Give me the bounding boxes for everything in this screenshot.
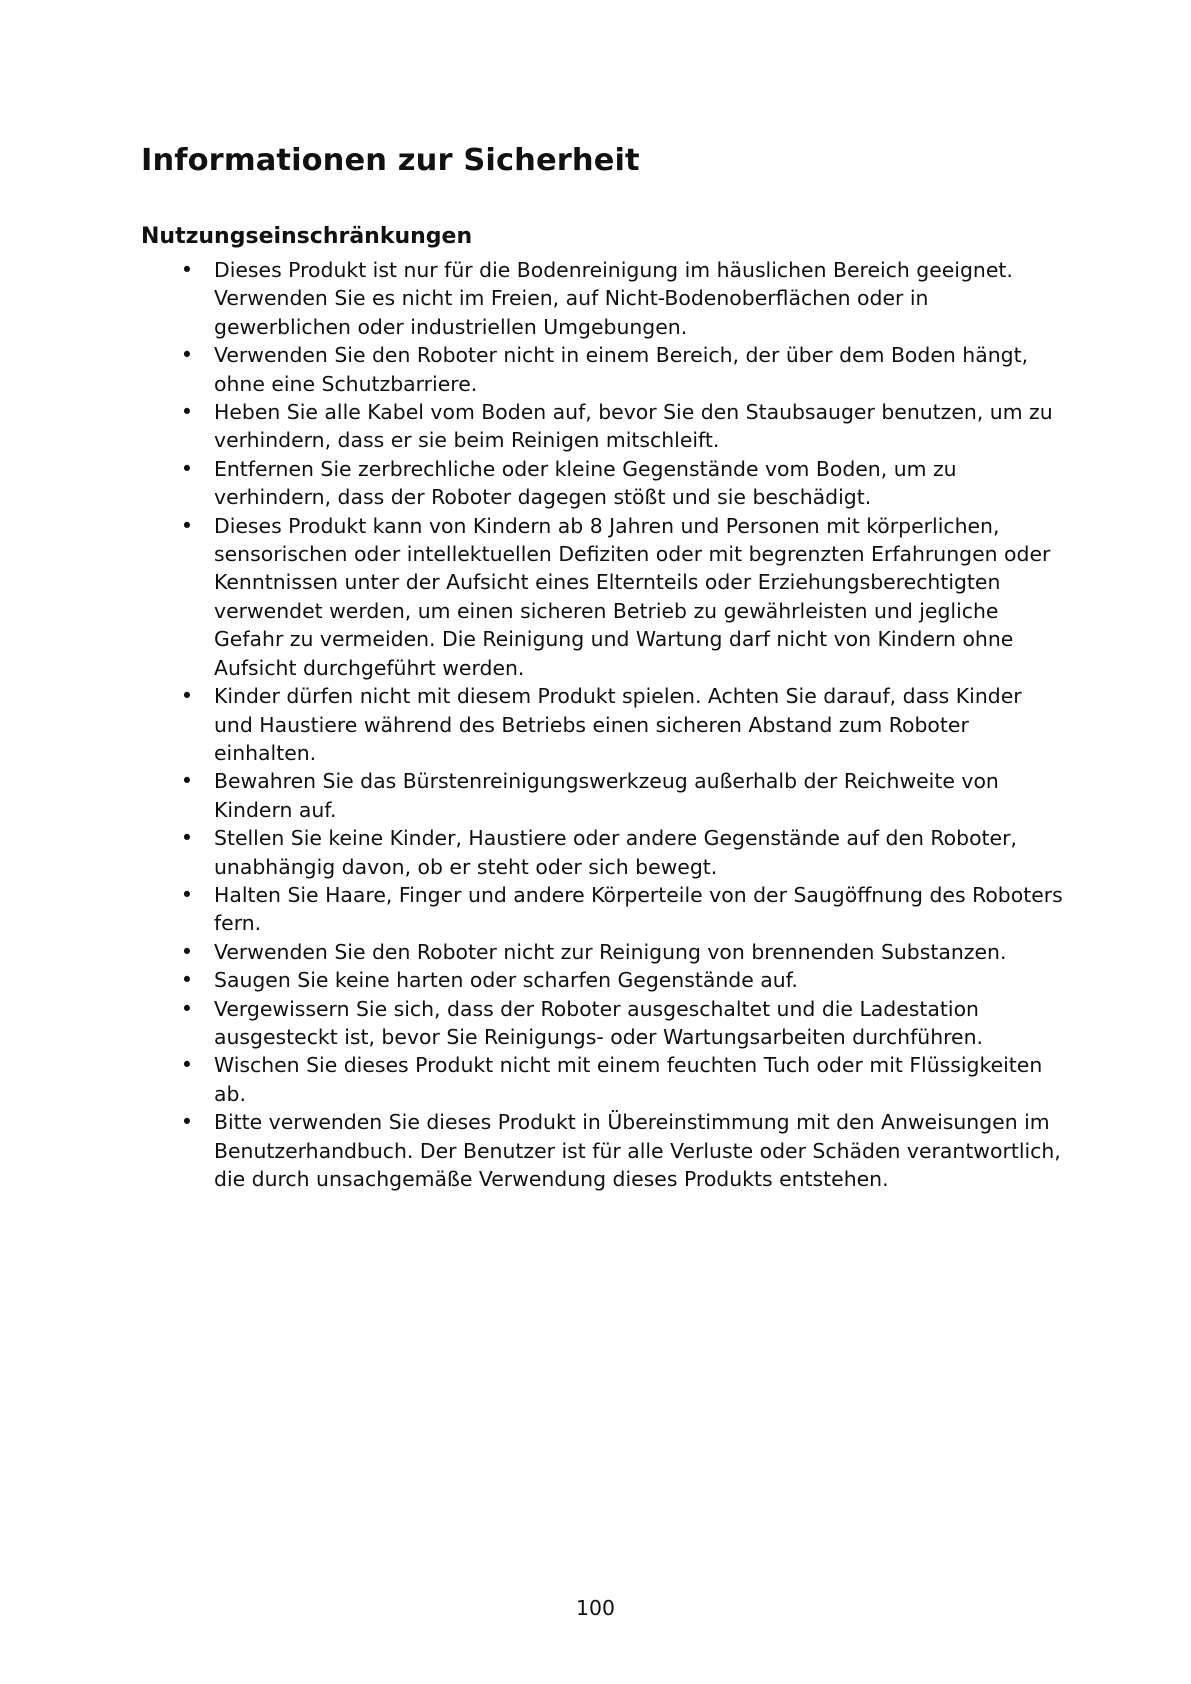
bullet-icon: • bbox=[180, 939, 194, 964]
bullet-icon: • bbox=[180, 258, 194, 282]
list-item bbox=[0, 1051, 1191, 1108]
list-item bbox=[0, 455, 1191, 512]
bullet-icon: • bbox=[180, 968, 194, 993]
list-item-text: Stellen Sie keine Kinder, Haustiere oder andere Gegenstände auf den Roboter, unabhängig davon, ob er steht oder sich bewegt. bbox=[214, 826, 1017, 879]
list-item bbox=[0, 398, 1191, 455]
list-item bbox=[0, 767, 1191, 824]
bullet-icon: • bbox=[180, 513, 194, 538]
safety-bullet-list bbox=[0, 256, 1191, 1193]
list-item-text: Saugen Sie keine harten oder scharfen Gegenstände auf. bbox=[214, 968, 798, 993]
list-item-text: Entfernen Sie zerbrechliche oder kleine Gegenstände vom Boden, um zu verhindern, dass der Roboter dagegen stößt und sie beschädigt. bbox=[214, 456, 957, 510]
list-item-text: Heben Sie alle Kabel vom Boden auf, bevor Sie den Staubsauger benutzen, um zu verhindern, dass er sie beim Reinigen mitschleift. bbox=[214, 400, 1053, 453]
list-item-text: Vergewissern Sie sich, dass der Roboter ausgeschaltet und die Ladestation ausgesteckt ist, bevor Sie Reinigungs- oder Wartungsarbeiten durchführen. bbox=[214, 996, 984, 1049]
list-item bbox=[0, 682, 1191, 767]
bullet-icon: • bbox=[180, 456, 194, 481]
bullet-icon: • bbox=[180, 343, 194, 368]
bullet-icon: • bbox=[180, 826, 194, 851]
bullet-icon: • bbox=[180, 1053, 194, 1078]
list-item bbox=[0, 256, 1191, 341]
list-item-text: Halten Sie Haare, Finger und andere Körperteile von der Saugöffnung des Roboters fern. bbox=[214, 882, 1063, 936]
list-item bbox=[0, 938, 1191, 966]
bullet-icon: • bbox=[180, 996, 194, 1021]
list-item-text: Dieses Produkt kann von Kindern ab 8 Jahren und Personen mit körperlichen, sensorischen oder intellektuellen Defiziten oder mit begrenzten Erfahrungen oder Kenntnissen unter der Aufsicht eines Elternteils oder Erziehungsberechtigten verwendet werden, um einen sicheren Betrieb zu gewährleisten und jegliche Gefahr zu vermeiden. Die Reinigung und Wartung darf nicht von Kindern ohne Aufsicht durchgeführt werden. bbox=[214, 513, 1051, 680]
list-item bbox=[0, 824, 1191, 881]
list-item bbox=[0, 881, 1191, 938]
page-title: Informationen zur Sicherheit bbox=[141, 143, 640, 178]
list-item-text: Kinder dürfen nicht mit diesem Produkt spielen. Achten Sie darauf, dass Kinder und Haustiere während des Betriebs einen sicheren Abstand zum Roboter einhalten. bbox=[214, 684, 1022, 765]
list-item bbox=[0, 966, 1191, 994]
list-item-text: Verwenden Sie den Roboter nicht zur Reinigung von brennenden Substanzen. bbox=[214, 939, 1007, 964]
page-number: 100 bbox=[576, 1596, 615, 1620]
list-item-text: Verwenden Sie den Roboter nicht in einem Bereich, der über dem Boden hängt, ohne eine Schutzbarriere. bbox=[214, 343, 1029, 396]
list-item bbox=[0, 341, 1191, 398]
bullet-icon: • bbox=[180, 1110, 194, 1135]
list-item-text: Bewahren Sie das Bürstenreinigungswerkzeug außerhalb der Reichweite von Kindern auf. bbox=[214, 769, 999, 822]
bullet-icon: • bbox=[180, 882, 194, 907]
list-item bbox=[0, 512, 1191, 682]
list-item-text: Bitte verwenden Sie dieses Produkt in Übereinstimmung mit den Anweisungen im Benutzerhandbuch. Der Benutzer ist für alle Verluste oder Schäden verantwortlich, die durch unsachgemäße Verwendung dieses Produkts entstehen. bbox=[214, 1110, 1061, 1191]
bullet-icon: • bbox=[180, 684, 194, 709]
bullet-icon: • bbox=[180, 400, 194, 425]
list-item-text: Wischen Sie dieses Produkt nicht mit einem feuchten Tuch oder mit Flüssigkeiten ab. bbox=[214, 1053, 1043, 1106]
bullet-icon: • bbox=[180, 769, 194, 794]
section-heading-usage-restrictions: Nutzungseinschränkungen bbox=[141, 224, 473, 249]
list-item-text: Dieses Produkt ist nur für die Bodenreinigung im häuslichen Bereich geeignet. Verwenden Sie es nicht im Freien, auf Nicht-Bodenoberflächen oder in gewerblichen oder industriellen Umgebungen. bbox=[214, 258, 1013, 339]
list-item bbox=[0, 1108, 1191, 1193]
list-item bbox=[0, 995, 1191, 1052]
